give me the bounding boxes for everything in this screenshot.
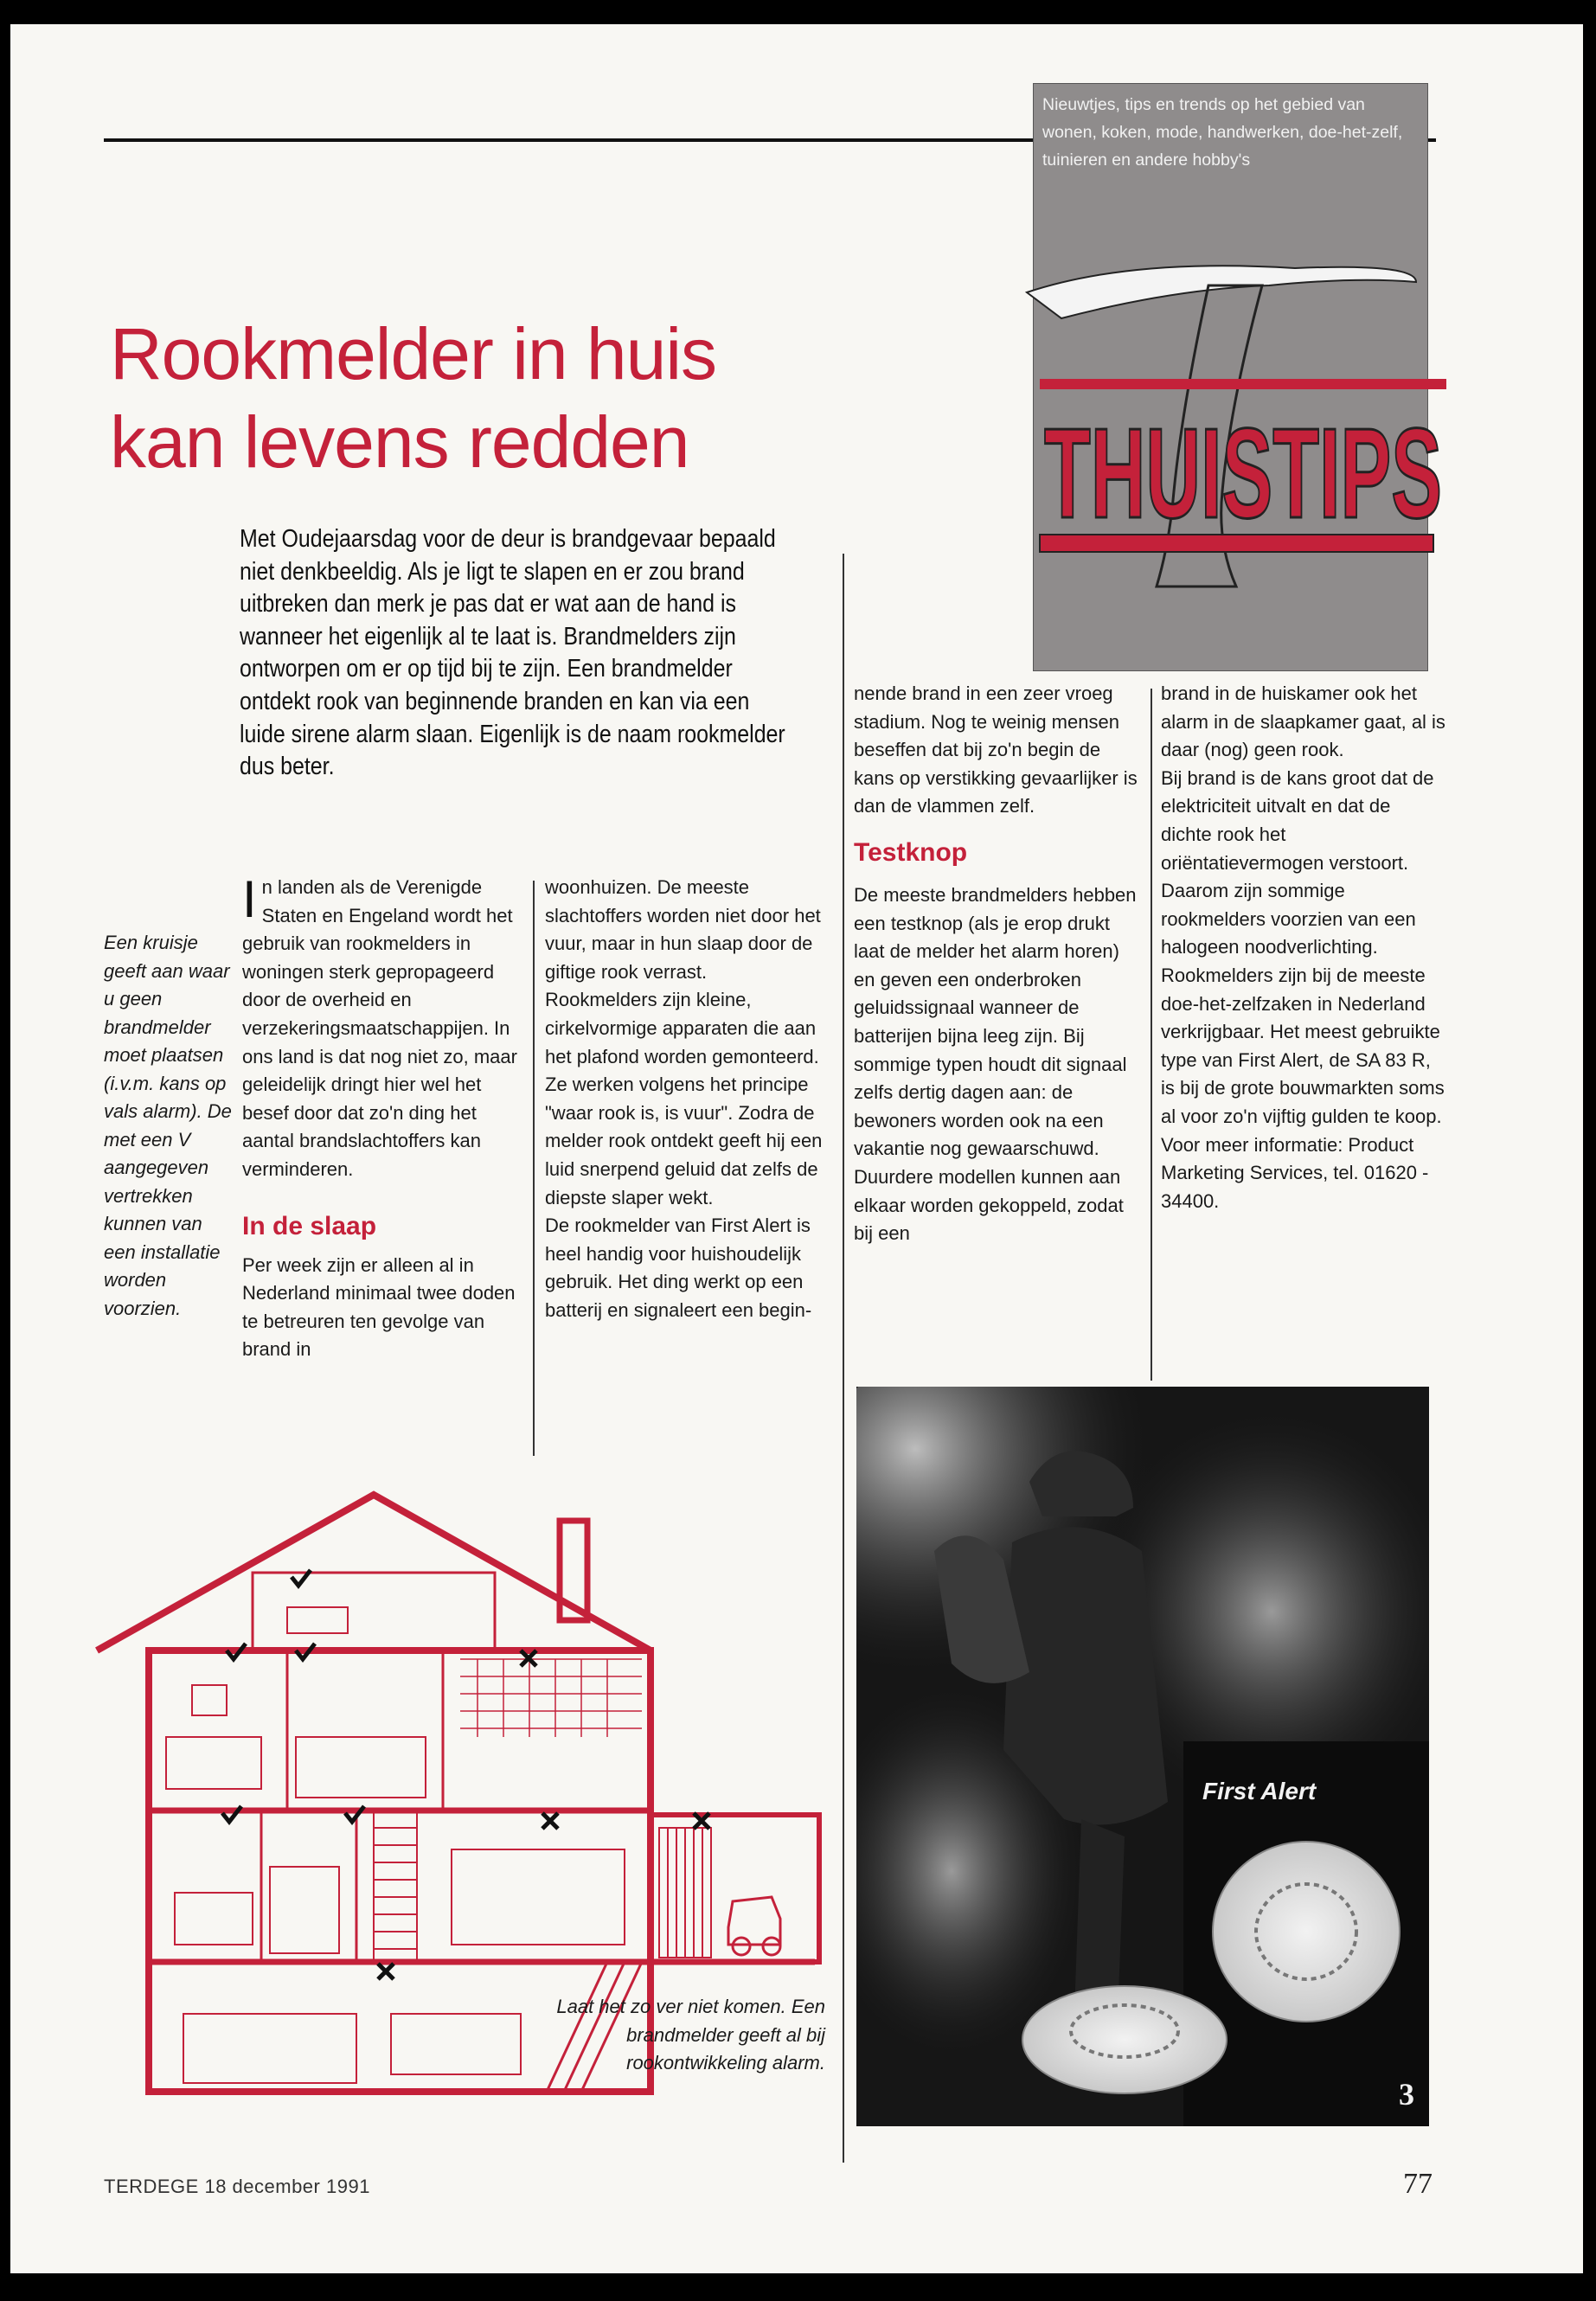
paragraph: brand in de huiskamer ook het alarm in de slaapkamer gaat, al is daar (nog) geen rook. [1161, 683, 1445, 761]
logo-word: THUISTIPS [1044, 402, 1442, 545]
house-side-caption: Een kruisje geeft aan waar u geen brandmelder moet plaatsen (i.v.m. kans op vals alarm). De met een V aangegeven vertrekken kunnen van een installatie worden voorzien. [104, 932, 232, 1319]
paragraph: nende brand in een zeer vroeg stadium. Nog te weinig mensen beseffen dat bij zo'n begin de kans op verstikking gevaarlijker is dan de vlammen zelf. [854, 683, 1138, 817]
logo-bar-top [1040, 379, 1446, 389]
column-1 [242, 870, 528, 1364]
car-wheel [733, 1938, 750, 1955]
smoke-detector [1213, 1842, 1400, 2022]
attic-walls [253, 1573, 495, 1650]
basement-shelves [183, 2014, 356, 2083]
garage-door [659, 1828, 711, 1958]
column-rule [533, 881, 535, 1456]
house-caption: Laat het zo ver niet komen. Een brandmelder geeft al bij rookontwikkeling alarm. [556, 1996, 825, 2073]
floor-lines [149, 1811, 815, 1962]
column-2 [545, 874, 830, 1325]
paragraph: De rookmelder van First Alert is heel handig voor huishoudelijk gebruik. Het ding werkt op een batterij en signaleert een begin- [545, 1215, 812, 1321]
paragraph: De meeste brandmelders hebben een testknop (als je erop drukt laat de melder het alarm horen) en geven een onderbroken geluidssignaal wanneer de batterijen bijna leeg zijn. Bij sommige typen houdt dit signaal zelfs dertig dagen aan: de bewoners worden ook na een vakantie nog gewaarschuwd. [854, 883, 1137, 1160]
cross-mark [378, 1964, 394, 1979]
column-4 [1161, 680, 1446, 1215]
photo-illustration [856, 1387, 1429, 2126]
cross-mark [542, 1813, 558, 1829]
bed [296, 1737, 426, 1798]
subheading-testknop: Testknop [854, 837, 968, 867]
t-swoosh [1027, 266, 1416, 318]
cabinet [270, 1867, 339, 1953]
intro-paragraph: Met Oudejaarsdag voor de deur is brandgevaar bepaald niet denkbeeldig. Als je ligt te slapen en er zou brand uitbreken dan merk je pas dat er wat aan de hand is wanneer het eigenlijk al te laat is. Brandmelders zijn ontworpen om er op tijd bij te zijn. Een brandmelder ontdekt rook van beginnende branden en kan via een luide sirene alarm slaan. Eigenlijk is de naam rookmelder dus beter. [240, 525, 785, 781]
paragraph-text: n landen als de Verenigde Staten en Engeland wordt het gebruik van rookmelders in woningen sterk gepropageerd door de overheid en verzekeringsmaatschappijen. In ons land is dat nog niet zo, maar geleidelijk dringt hier wel het besef door dat zo'n ding het aantal brandslachtoffers kan verminderen. [242, 876, 517, 1180]
brand-label: First Alert [1202, 1778, 1317, 1804]
subheading-in-de-slaap: In de slaap [242, 1211, 377, 1240]
paragraph: Rookmelders zijn kleine, cirkelvormige apparaten die aan het plafond worden gemonteerd. Ze werken volgens het principe "waar rook is, is vuur". Zodra de melder rook ontdekt geeft hij een luid snerpend geluid dat zelfs de diepste slaper wekt. [545, 989, 823, 1208]
column-rule [1151, 689, 1152, 1381]
thuistips-logo [1010, 232, 1468, 630]
column-rule [843, 554, 844, 2163]
window [192, 1685, 227, 1715]
page-number: 77 [1403, 2168, 1433, 2200]
paragraph: Per week zijn er alleen al in Nederland minimaal twee doden te betreuren ten gevolge van brand in [242, 1253, 516, 1361]
basement-workbench [391, 2014, 521, 2074]
smoke-detector [1022, 1986, 1227, 2093]
rubric-description: Nieuwtjes, tips en trends op het gebied van wonen, koken, mode, handwerken, doe-het-zelf, tuinieren en andere hobby's [1042, 95, 1403, 170]
bathroom-tiles [460, 1659, 642, 1737]
headline-line-2: kan levens redden [110, 401, 689, 483]
paragraph: Voor meer informatie: Product Marketing Services, tel. 01620 - 34400. [1161, 1133, 1429, 1212]
paragraph: Bij brand is de kans groot dat de elektriciteit uitvalt en dat de dichte rook het oriëntatievermogen verstoort. Daarom zijn sommige rookmelders voorzien van een halogeen noodverlichting. [1161, 766, 1434, 958]
magazine-page [10, 24, 1583, 2273]
corner-mark: 3 [1399, 2077, 1414, 2112]
attic-window [287, 1607, 348, 1633]
stairs [374, 1811, 417, 1962]
attic-room [253, 1573, 495, 1652]
column-3 [854, 680, 1139, 1248]
headline-line-1: Rookmelder in huis [110, 313, 717, 394]
paragraph: Duurdere modellen kunnen aan elkaar worden gekoppeld, zodat bij een [854, 1165, 1124, 1245]
footer-publication: TERDEGE 18 december 1991 [104, 2176, 370, 2197]
kitchen [452, 1849, 625, 1945]
paragraph: Rookmelders zijn bij de meeste doe-het-zelfzaken in Nederland verkrijgbaar. Het meest gebruikte type van First Alert, de SA 83 R, is bij de grote bouwmarkten soms al voor zo'n vijftig gulden te koop. [1161, 964, 1445, 1127]
paragraph: woonhuizen. De meeste slachtoffers worden niet door het vuur, maar in hun slaap door de giftige rook verrast. [545, 876, 821, 983]
paragraph [242, 870, 528, 1184]
drop-cap: I [242, 870, 257, 928]
bed [166, 1737, 261, 1789]
sofa [175, 1893, 253, 1945]
headline [110, 310, 888, 486]
car-wheel [763, 1938, 780, 1955]
firefighter-photo [856, 1387, 1429, 2126]
